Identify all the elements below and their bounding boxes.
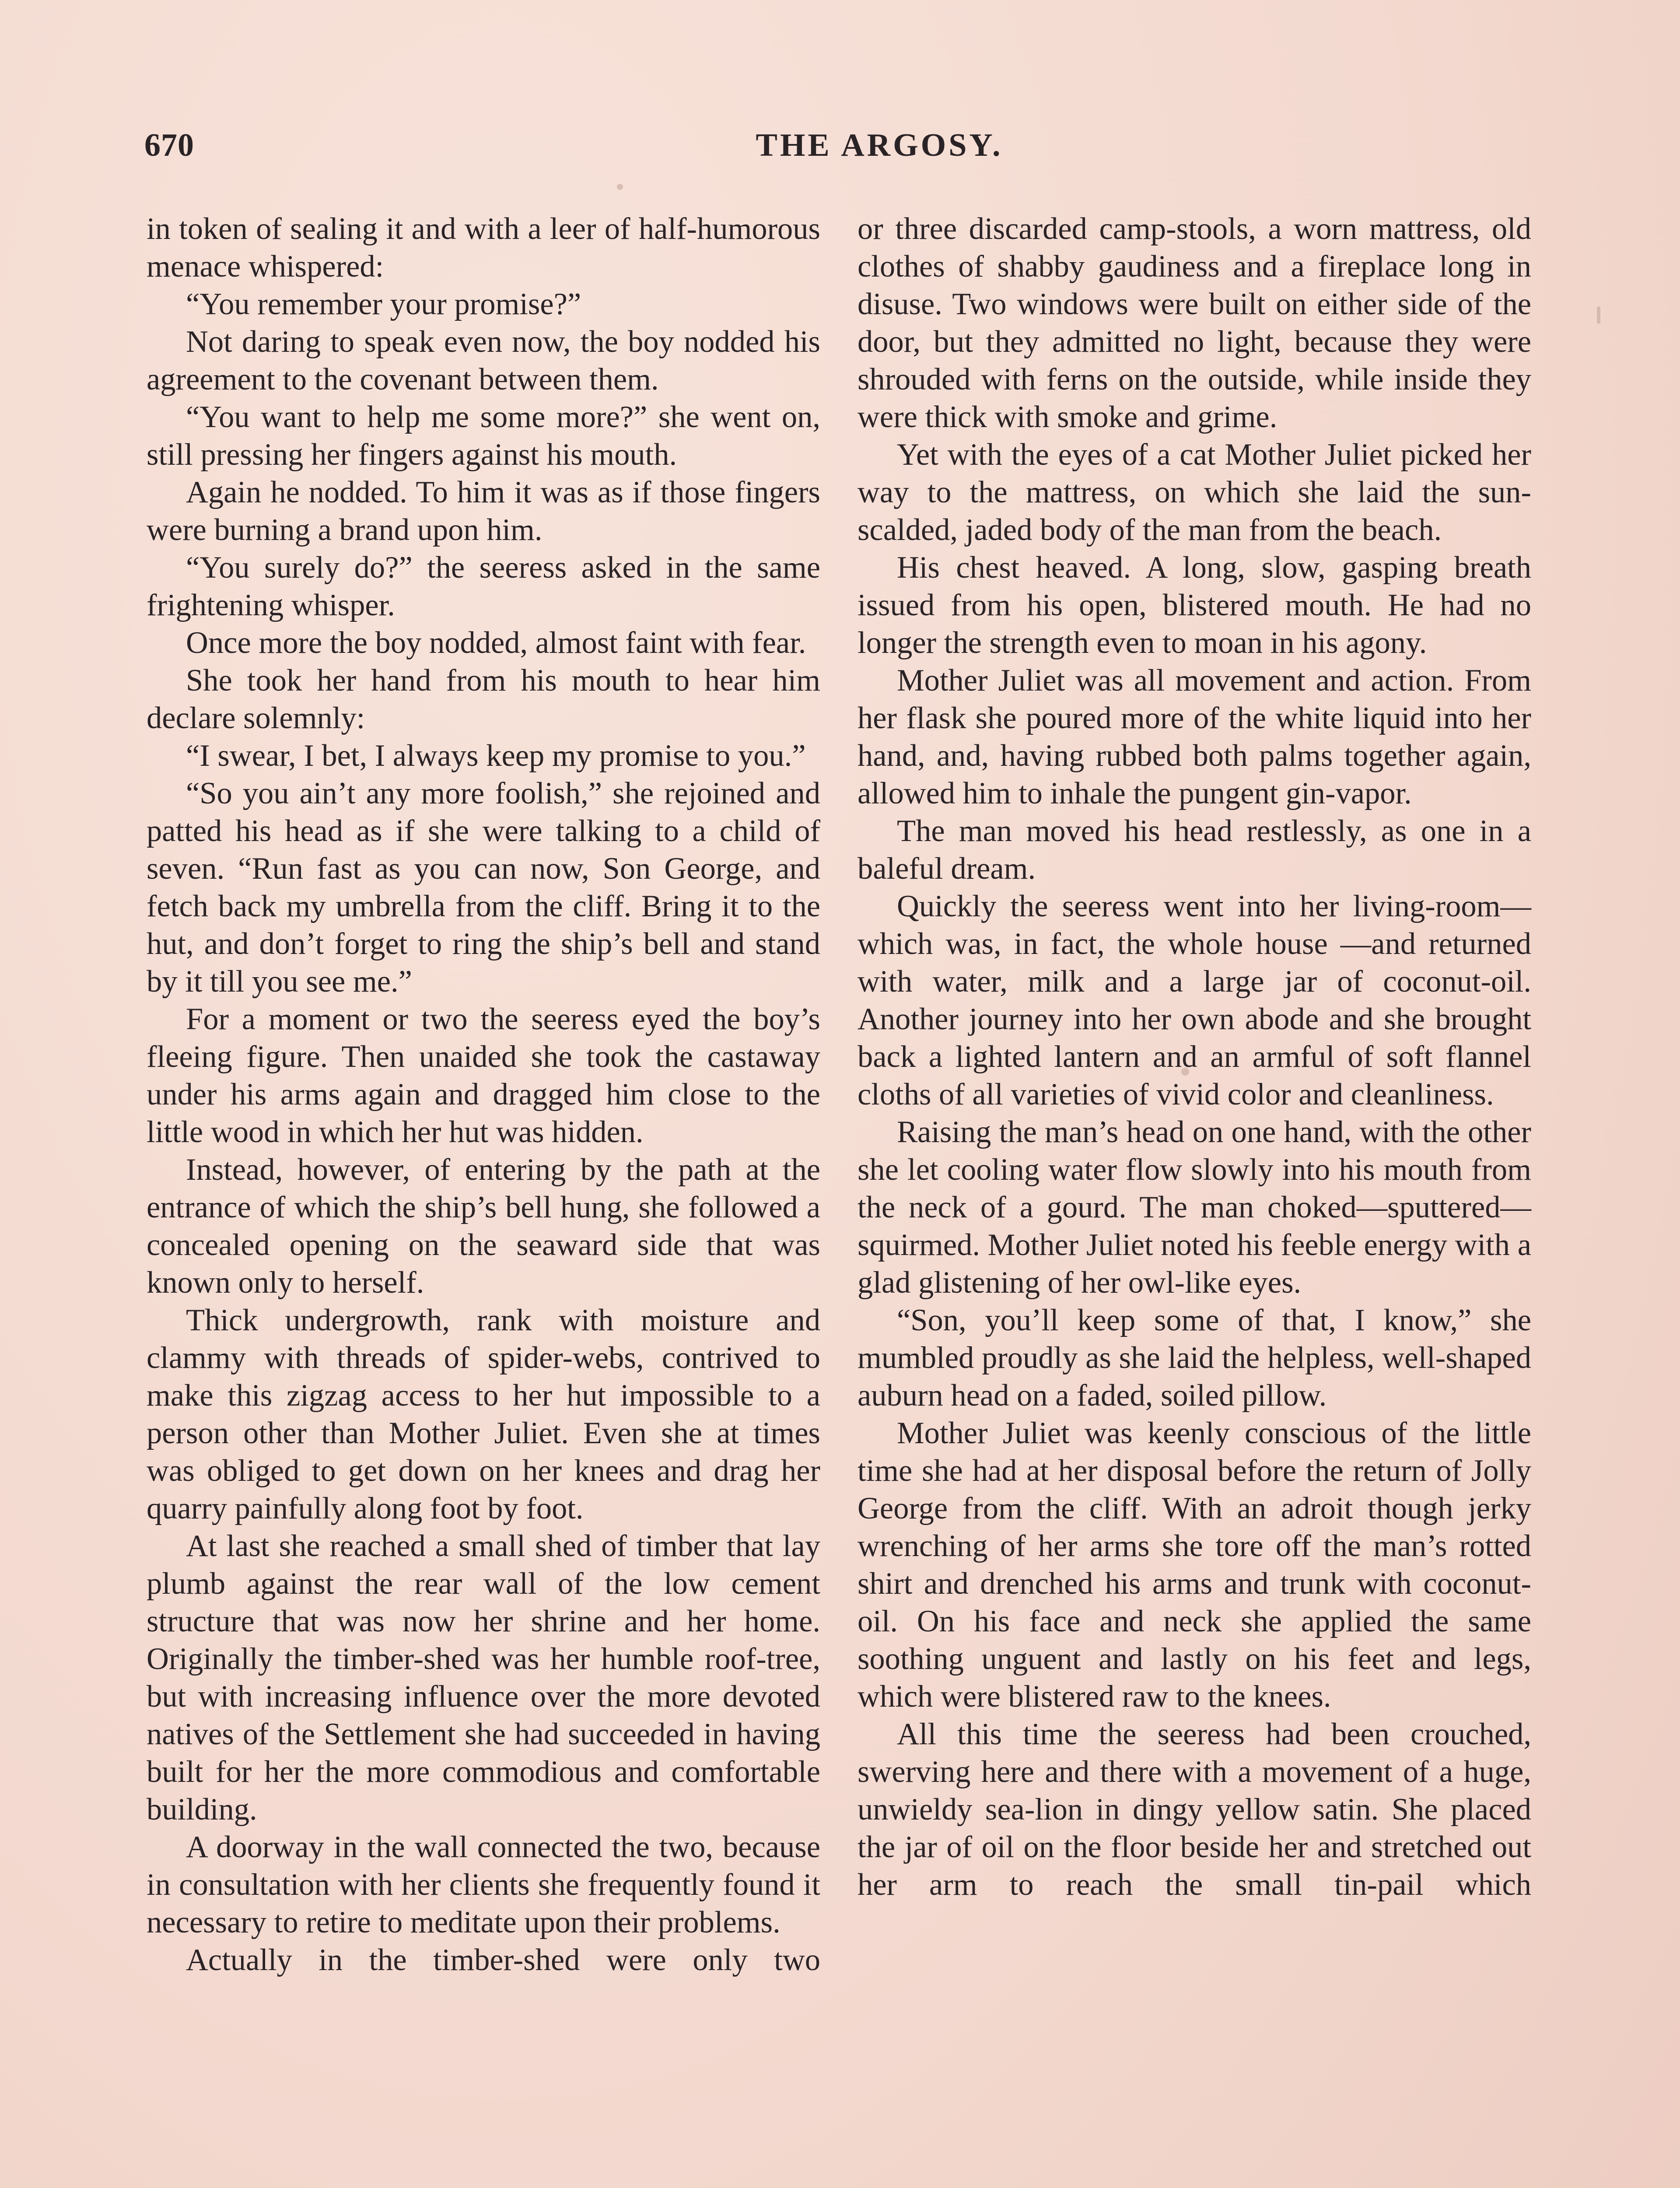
paragraph: “Son, you’ll keep some of that, I know,” she mumbled proudly as she laid the helpless, well-shaped auburn head on a faded, soiled pillow.	[858, 1303, 1531, 1413]
paragraph: At last she reached a small shed of timber that lay plumb against the rear wall of the low cement structure that was now her shrine and her home. Originally the timber-shed was her humble roof-tree, but with increasing influence over the more devoted natives of the Settlement she had succeeded in having built for her the more commodious and comfortable building.	[147, 1529, 820, 1827]
paragraph: A doorway in the wall connected the two, because in consultation with her clients she frequently found it necessary to retire to meditate upon their problems.	[147, 1830, 820, 1939]
paragraph: Actually in the timber-shed were only two	[186, 1943, 820, 1977]
paragraph: Mother Juliet was keenly conscious of the little time she had at her disposal before the return of Jolly George from the cliff. With an adroit though jerky wrenching of her arms she tore off the man’s rotted shirt and drenched his arms and trunk with coconut-oil. On his face and neck she applied the same soothing unguent and lastly on his feet and legs, which were blistered raw to the knees.	[858, 1416, 1531, 1714]
paragraph: “So you ain’t any more foolish,” she rejoined and patted his head as if she were talking to a child of seven. “Run fast as you can now, Son George, and fetch back my umbrella from the cliff. Bring it to the hut, and don’t forget to ring the ship’s bell and stand by it till you see me.”	[147, 776, 820, 999]
paragraph: She took her hand from his mouth to hear him declare solemnly:	[147, 663, 820, 735]
paragraph: Quickly the seeress went into her living-room—which was, in fact, the whole house —and returned with water, milk and a large jar of coconut-oil. Another journey into her own abode and she brought back a lighted lantern and an armful of soft flannel cloths of all varieties of vivid color and cleanliness.	[858, 889, 1531, 1112]
paragraph: Thick undergrowth, rank with moisture and clammy with threads of spider-webs, contrived to make this zigzag access to her hut impossible to a person other than Mother Juliet. Even she at times was obliged to get down on her knees and drag her quarry painfully along foot by foot.	[147, 1303, 820, 1525]
paragraph: All this time the seeress had been crouched, swerving here and there with a movement of a huge, unwieldy sea-lion in dingy yellow satin. She placed the jar of oil on the floor beside her and stretched out her arm to reach the small tin-pail which	[858, 1717, 1531, 1902]
paragraph: Again he nodded. To him it was as if those fingers were burning a brand upon him.	[147, 475, 820, 547]
page-number: 670	[144, 127, 194, 163]
paragraph: in token of sealing it and with a leer of half-humorous menace whispered:	[147, 212, 820, 284]
paragraph: or three discarded camp-stools, a worn mattress, old clothes of shabby gaudiness and a fireplace long in disuse. Two windows were built on either side of the door, but they admitted no light, because they were shrouded with ferns on the outside, while inside they were thick with smoke and grime.	[858, 212, 1531, 434]
paragraph: His chest heaved. A long, slow, gasping breath issued from his open, blistered mouth. He had no longer the strength even to moan in his agony.	[858, 551, 1531, 660]
paragraph: The man moved his head restlessly, as one in a baleful dream.	[858, 814, 1531, 886]
running-title: THE ARGOSY.	[756, 127, 1003, 163]
paragraph: Mother Juliet was all movement and action. From her flask she poured more of the white liquid into her hand, and, having rubbed both palms together again, allowed him to inhale the pungent gin-vapor.	[858, 663, 1531, 810]
paragraph: “You surely do?” the seeress asked in the same frightening whisper.	[147, 551, 820, 622]
paragraph: “I swear, I bet, I always keep my promise to you.”	[186, 739, 806, 773]
left-text-column	[147, 210, 820, 1979]
paragraph: Instead, however, of entering by the path at the entrance of which the ship’s bell hung, she followed a concealed opening on the seaward side that was known only to herself.	[147, 1153, 820, 1300]
paragraph: Not daring to speak even now, the boy nodded his agreement to the covenant between them.	[147, 325, 820, 396]
paragraph: For a moment or two the seeress eyed the boy’s fleeing figure. Then unaided she took the castaway under his arms again and dragged him close to the little wood in which her hut was hidden.	[147, 1002, 820, 1149]
paragraph: “You remember your promise?”	[186, 287, 581, 321]
page-header	[144, 127, 1544, 179]
paragraph: Yet with the eyes of a cat Mother Juliet picked her way to the mattress, on which she laid the sun-scalded, jaded body of the man from the beach.	[858, 438, 1531, 547]
paragraph: “You want to help me some more?” she went on, still pressing her fingers against his mouth.	[147, 400, 820, 472]
paragraph: Once more the boy nodded, almost faint with fear.	[186, 626, 806, 660]
right-text-column	[858, 210, 1531, 1904]
paragraph: Raising the man’s head on one hand, with the other she let cooling water flow slowly into his mouth from the neck of a gourd. The man choked—sputtered—squirmed. Mother Juliet noted his feeble energy with a glad glistening of her owl-like eyes.	[858, 1115, 1531, 1300]
